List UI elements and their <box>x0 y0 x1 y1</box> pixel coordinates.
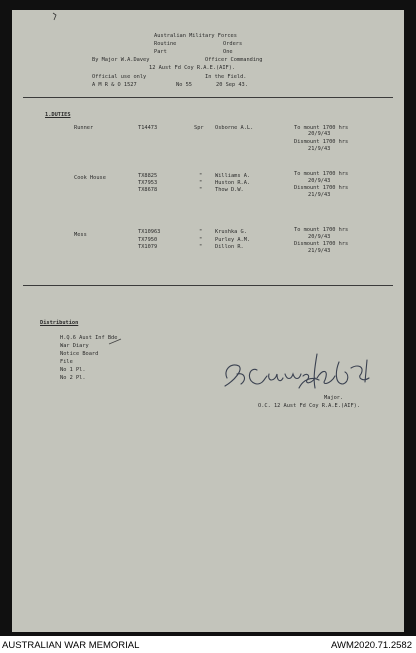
rule-bottom <box>23 285 393 286</box>
mess-name-1: Krushka G. <box>215 229 247 235</box>
distribution-heading: Distribution <box>40 320 79 326</box>
cook-house-name-1: Williams A. <box>215 173 251 179</box>
runner-mount: To mount 1700 hrs <box>294 125 349 131</box>
handwritten-signature <box>217 348 377 398</box>
cook-house-number-1: TX8825 <box>138 173 158 179</box>
mess-label: Mess <box>74 232 87 238</box>
cook-house-dismount: Dismount 1700 hrs <box>294 185 349 191</box>
cook-house-ditto-2: " <box>199 180 203 186</box>
archive-caption-left: AUSTRALIAN WAR MEMORIAL <box>2 640 140 651</box>
rule-top <box>23 97 393 98</box>
mess-mount-date: 20/9/43 <box>308 234 331 240</box>
mess-number-3: TX1079 <box>138 244 158 250</box>
runner-number: T14473 <box>138 125 158 131</box>
tick-mark <box>108 338 122 346</box>
cook-house-mount: To mount 1700 hrs <box>294 171 349 177</box>
runner-dismount-date: 21/9/43 <box>308 146 331 152</box>
signature-unit: O.C. 12 Aust Fd Coy R.A.E.(AIF). <box>258 403 361 409</box>
document-page <box>12 10 404 632</box>
mess-dismount: Dismount 1700 hrs <box>294 241 349 247</box>
runner-name: Osborne A.L. <box>215 125 254 131</box>
header-line-4b: Officer Commanding <box>205 57 263 63</box>
runner-rank: Spr <box>194 125 204 131</box>
header-line-1: Australian Military Forces <box>154 33 237 39</box>
runner-mount-date: 20/9/43 <box>308 131 331 137</box>
cook-house-ditto-1: " <box>199 173 203 179</box>
header-line-7c: 20 Sep 43. <box>216 82 248 88</box>
header-line-6a: Official use only <box>92 74 147 80</box>
mess-name-3: Dillon R. <box>215 244 244 250</box>
header-line-2b: Orders <box>223 41 243 47</box>
duties-heading: 1.DUTIES <box>45 112 71 118</box>
header-line-7a: A M R & O 1527 <box>92 82 137 88</box>
mess-ditto-1: " <box>199 229 203 235</box>
mess-number-2: TX7950 <box>138 237 158 243</box>
distribution-item-5: No 1 Pl. <box>60 367 86 373</box>
runner-label: Runner <box>74 125 94 131</box>
cook-house-ditto-3: " <box>199 187 203 193</box>
header-line-5: 12 Aust Fd Coy R.A.E.(AIF). <box>149 65 236 71</box>
header-line-2: Routine <box>154 41 177 47</box>
cook-house-dismount-date: 21/9/43 <box>308 192 331 198</box>
distribution-item-1: H.Q.6 Aust Inf Bde <box>60 335 118 341</box>
archive-caption-right: AWM2020.71.2582 <box>331 640 412 651</box>
header-line-3b: One <box>223 49 233 55</box>
mess-ditto-3: " <box>199 244 203 250</box>
mess-number-1: TX10963 <box>138 229 161 235</box>
mess-name-2: Purley A.M. <box>215 237 251 243</box>
pencil-mark <box>50 12 60 22</box>
cook-house-mount-date: 20/9/43 <box>308 178 331 184</box>
runner-dismount: Dismount 1700 hrs <box>294 139 349 145</box>
mess-mount: To mount 1700 hrs <box>294 227 349 233</box>
cook-house-number-2: TX7953 <box>138 180 158 186</box>
mess-ditto-2: " <box>199 237 203 243</box>
distribution-item-4: File <box>60 359 73 365</box>
header-line-6b: In the Field. <box>205 74 247 80</box>
distribution-item-2: War Diary <box>60 343 89 349</box>
distribution-item-3: Notice Board <box>60 351 99 357</box>
cook-house-number-3: TX8678 <box>138 187 158 193</box>
cook-house-label: Cook House <box>74 175 106 181</box>
cook-house-name-2: Huston R.A. <box>215 180 251 186</box>
signature-title: Major. <box>324 395 344 401</box>
header-line-7b: No 55 <box>176 82 192 88</box>
cook-house-name-3: Thow D.W. <box>215 187 244 193</box>
mess-dismount-date: 21/9/43 <box>308 248 331 254</box>
header-line-4a: By Major W.A.Davey <box>92 57 150 63</box>
header-line-3: Part <box>154 49 167 55</box>
distribution-item-6: No 2 Pl. <box>60 375 86 381</box>
